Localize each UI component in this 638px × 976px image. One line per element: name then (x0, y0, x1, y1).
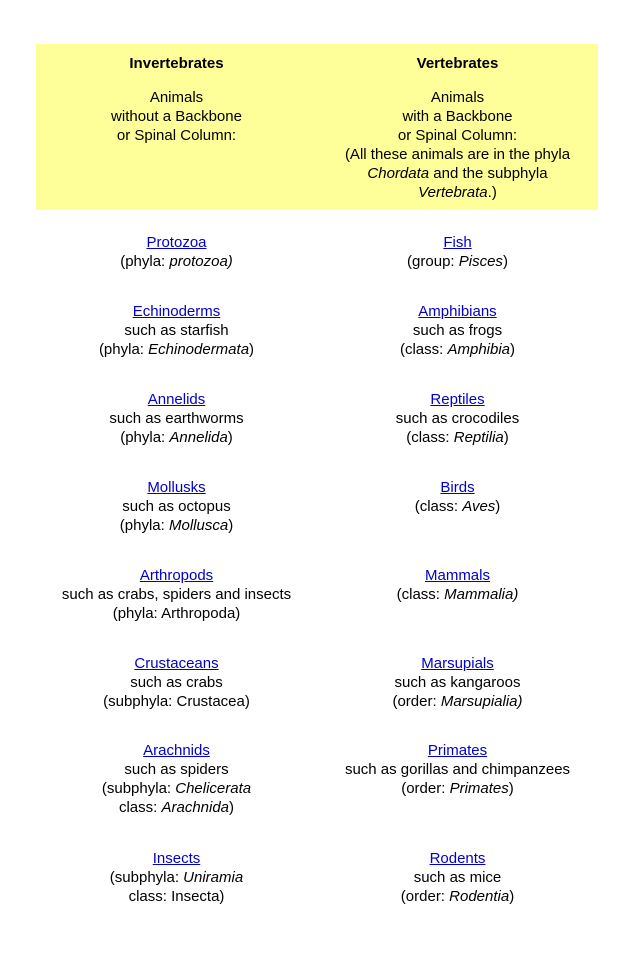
arthropods-link[interactable]: Arthropods (139, 567, 214, 584)
crustaceans-link[interactable]: Crustaceans (134, 655, 219, 672)
vertebrates-note-line3: Vertebrata.) (418, 184, 497, 201)
invertebrate-cell-crustaceans (36, 654, 317, 711)
fish-link[interactable]: Fish (443, 234, 472, 251)
vertebrate-cell-rodents (317, 849, 598, 906)
invertebrate-cell-arthropods (36, 566, 317, 623)
vertebrate-cell-fish (317, 233, 598, 271)
classification-text: (class: Mammalia) (396, 586, 519, 603)
vertebrates-header (317, 44, 598, 210)
protozoa-link[interactable]: Protozoa (146, 234, 207, 251)
vertebrate-cell-reptiles (317, 390, 598, 447)
invertebrate-cell-mollusks (36, 478, 317, 535)
annelids-link[interactable]: Annelids (147, 391, 206, 408)
amphibians-link[interactable]: Amphibians (418, 303, 497, 320)
mammals-link[interactable]: Mammals (424, 567, 490, 584)
invertebrate-cell-protozoa (36, 233, 317, 271)
reptiles-link[interactable]: Reptiles (430, 391, 485, 408)
vertebrates-note-line1: (All these animals are in the phyla (344, 146, 571, 163)
arachnids-link[interactable]: Arachnids (143, 742, 210, 759)
invertebrates-title: Invertebrates (129, 55, 224, 72)
example-text: such as kangaroos (394, 674, 521, 691)
classification-text: (phyla: protozoa) (120, 253, 233, 270)
example-text: such as crabs (130, 674, 223, 691)
classification-text: (phyla: Mollusca) (119, 517, 234, 534)
classification-text: (group: Pisces) (407, 253, 508, 270)
classification-text: (subphyla: Crustacea) (103, 693, 250, 710)
example-text: such as gorillas and chimpanzees (344, 761, 571, 778)
classification-text: (order: Rodentia) (400, 888, 515, 905)
mollusks-link[interactable]: Mollusks (147, 479, 206, 496)
invertebrates-description: Animals without a Backbone or Spinal Column: (111, 89, 242, 144)
birds-link[interactable]: Birds (440, 479, 475, 496)
vertebrates-description: Animals with a Backbone or Spinal Column: (All these animals are in the phyla Chordata and the subphyla Vertebrata.) (317, 88, 598, 202)
invertebrates-header (36, 44, 317, 210)
invertebrate-cell-arachnids (36, 741, 317, 817)
example-text: such as spiders (124, 761, 229, 778)
example-text: such as crocodiles (395, 410, 520, 427)
vertebrate-cell-birds (317, 478, 598, 516)
example-text: such as crabs, spiders and insects (61, 586, 292, 603)
classification-text: (phyla: Arthropoda) (112, 605, 241, 622)
echinoderms-link[interactable]: Echinoderms (132, 303, 221, 320)
classification-header (36, 44, 598, 210)
classification-text: (order: Primates) (401, 780, 514, 797)
marsupials-link[interactable]: Marsupials (421, 655, 494, 672)
example-text: such as frogs (412, 322, 503, 339)
vertebrates-note-line2: Chordata and the subphyla (367, 165, 548, 182)
rodents-link[interactable]: Rodents (429, 850, 486, 867)
primates-link[interactable]: Primates (427, 742, 488, 759)
classification-text: (class: Aves) (414, 498, 501, 515)
classification-text: (class: Reptilia) (406, 429, 509, 446)
example-text: such as starfish (124, 322, 229, 339)
example-text: such as mice (413, 869, 502, 886)
invertebrate-cell-insects (36, 849, 317, 906)
example-text: such as earthworms (109, 410, 244, 427)
classification-text-continued: class: Arachnida) (118, 799, 235, 816)
classification-text: (subphyla: Uniramia (109, 869, 244, 886)
insects-link[interactable]: Insects (152, 850, 201, 867)
vertebrate-cell-primates (317, 741, 598, 798)
invertebrate-cell-echinoderms (36, 302, 317, 359)
example-text: such as octopus (122, 498, 231, 515)
vertebrate-cell-mammals (317, 566, 598, 604)
vertebrates-title: Vertebrates (416, 55, 499, 72)
classification-text: (subphyla: Chelicerata (101, 780, 252, 797)
classification-text: (phyla: Annelida) (120, 429, 233, 446)
classification-text-continued: class: Insecta) (128, 888, 225, 905)
classification-text: (class: Amphibia) (399, 341, 516, 358)
classification-text: (order: Marsupialia) (392, 693, 523, 710)
classification-text: (phyla: Echinodermata) (98, 341, 255, 358)
vertebrate-cell-amphibians (317, 302, 598, 359)
vertebrate-cell-marsupials (317, 654, 598, 711)
invertebrate-cell-annelids (36, 390, 317, 447)
